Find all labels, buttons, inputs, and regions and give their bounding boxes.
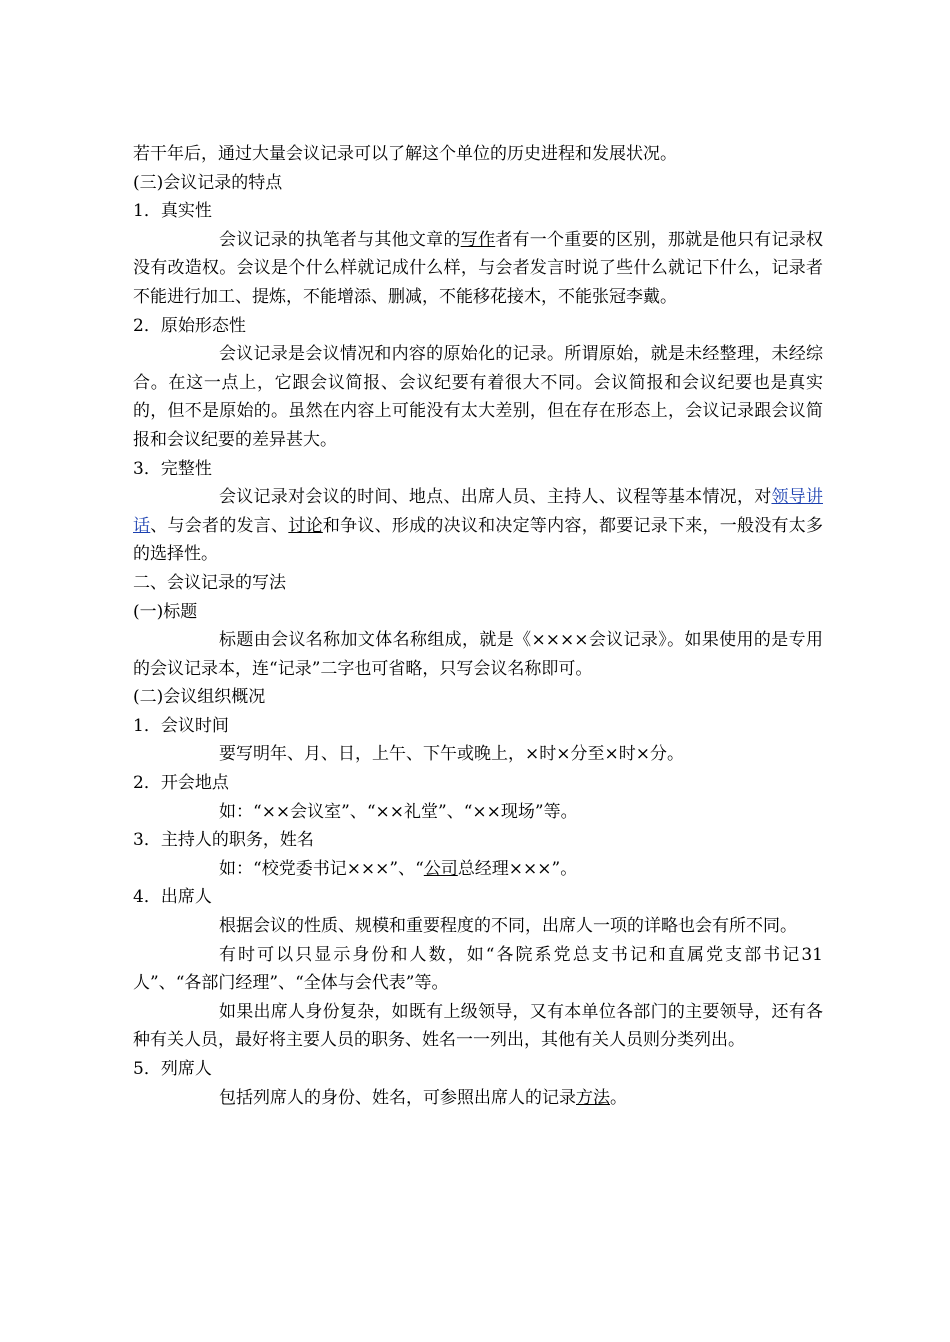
underlined-term: 公司 [423, 858, 458, 879]
paragraph: 根据会议的性质、规模和重要程度的不同，出席人一项的详略也会有所不同。 [219, 916, 797, 937]
text: 和争议、形成的决议和决定等内容，都要记录下来，一般没有太多的选择性。 [133, 515, 824, 565]
section-heading: (三)会议记录的特点 [133, 172, 283, 193]
section-heading: (二)会议组织概况 [133, 687, 266, 708]
text: 会议记录对会议的时间、地点、出席人员、主持人、议程等基本情况，对 [219, 487, 772, 508]
text: 者有一个重要的区别，那就是他只有记录权没有改造权。会议是个什么样就记成什么样，与会者发言时说了些什么就记下什么，记录者不能进行加工、提炼，不能增添、删减，不能移花接木，不能张冠李戴。 [133, 229, 824, 307]
paragraph [133, 1084, 823, 1113]
paragraph: 如：“××会议室”、“××礼堂”、“××现场”等。 [219, 801, 578, 822]
text: 。 [610, 1087, 627, 1108]
subsection-heading: 1．会议时间 [133, 715, 229, 736]
text: 如：“校党委书记×××”、“ [219, 858, 424, 879]
paragraph [133, 483, 823, 569]
paragraph [133, 226, 823, 312]
subsection-heading: 2．开会地点 [133, 773, 229, 794]
paragraph: 有时可以只显示身份和人数，如“各院系党总支书记和直属党支部书记31人”、“各部门经理”、“全体与会代表”等。 [133, 944, 823, 994]
text: 包括列席人的身份、姓名，可参照出席人的记录 [219, 1087, 576, 1108]
subsection-heading: 2．原始形态性 [133, 315, 246, 336]
subsection-heading: 4．出席人 [133, 887, 212, 908]
text: 会议记录的执笔者与其他文章的 [219, 229, 461, 250]
section-heading: (一)标题 [133, 601, 198, 622]
subsection-heading: 3．完整性 [133, 458, 212, 479]
document-page [133, 140, 823, 1112]
text: 、与会者的发言、 [150, 515, 289, 536]
paragraph: 标题由会议名称加文体名称组成，就是《××××会议记录》。如果使用的是专用的会议记录本，连“记录”二字也可省略，只写会议名称即可。 [133, 630, 823, 679]
text: 总经理×××”。 [457, 858, 578, 879]
paragraph: 会议记录是会议情况和内容的原始化的记录。所谓原始，就是未经整理，未经综合。在这一点上，它跟会议简报、会议纪要有着很大不同。会议简报和会议纪要也是真实的，但不是原始的。虽然在内容上可能没有太大差别，但在存在形态上，会议记录跟会议简报和会议纪要的差异甚大。 [133, 344, 823, 450]
subsection-heading: 5．列席人 [133, 1059, 212, 1079]
subsection-heading: 3．主持人的职务，姓名 [133, 830, 314, 851]
subsection-heading: 1．真实性 [133, 201, 212, 222]
underlined-term: 讨论 [288, 515, 323, 536]
paragraph: 如果出席人身份复杂，如既有上级领导，又有本单位各部门的主要领导，还有各种有关人员，最好将主要人员的职务、姓名一一列出，其他有关人员则分类列出。 [133, 1001, 823, 1051]
chapter-heading: 二、会议记录的写法 [133, 572, 286, 593]
leader-speech-link[interactable]: 领导讲话 [133, 487, 823, 536]
underlined-term: 写作 [460, 229, 496, 250]
underlined-term: 方法 [576, 1087, 610, 1108]
paragraph: 要写明年、月、日，上午、下午或晚上，×时×分至×时×分。 [219, 744, 684, 765]
paragraph [133, 855, 823, 884]
paragraph: 若干年后，通过大量会议记录可以了解这个单位的历史进程和发展状况。 [133, 144, 677, 164]
